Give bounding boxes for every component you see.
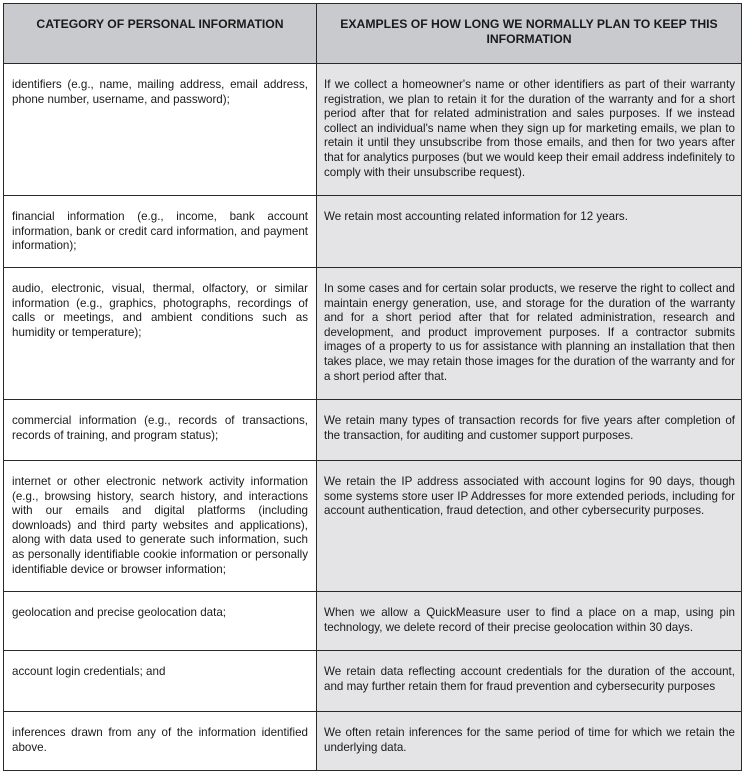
category-text: financial information (e.g., income, bank account information, bank or credit card information, and payment information); — [12, 210, 308, 253]
category-cell — [4, 712, 317, 771]
retention-cell — [317, 64, 742, 196]
retention-text: We retain most accounting related information for 12 years. — [324, 210, 628, 223]
category-text: commercial information (e.g., records of transactions, records of training, and program status); — [12, 414, 308, 442]
table-row — [4, 64, 742, 196]
header-category — [4, 4, 317, 64]
retention-text: We retain data reflecting account credentials for the duration of the account, and may further retain them for fraud prevention and cybersecurity purposes — [324, 665, 735, 693]
category-cell — [4, 592, 317, 651]
category-cell — [4, 196, 317, 268]
retention-cell — [317, 196, 742, 268]
retention-cell — [317, 461, 742, 592]
category-text: identifiers (e.g., name, mailing address, email address, phone number, username, and password); — [12, 78, 308, 106]
category-text: audio, electronic, visual, thermal, olfactory, or similar information (e.g., graphics, photographs, recordings of calls or meetings, and ambient conditions such as humidity or temperature); — [12, 282, 308, 339]
retention-text: We retain the IP address associated with account logins for 90 days, though some systems store user IP Addresses for more extended periods, including for account authentication, fraud detection, and other cybersecurity purposes. — [324, 475, 735, 518]
category-cell — [4, 651, 317, 712]
category-text: geolocation and precise geolocation data; — [12, 606, 226, 619]
retention-cell — [317, 712, 742, 771]
retention-cell — [317, 592, 742, 651]
table-row — [4, 461, 742, 592]
retention-text: We often retain inferences for the same period of time for which we retain the underlying data. — [324, 726, 735, 754]
table-row — [4, 592, 742, 651]
category-text: internet or other electronic network activity information (e.g., browsing history, search history, and interactions with our emails and digital platforms (including downloads) and third party websites and applications), along with data used to generate such information, such as personally identifiable cookie information or personally identifiable device or browser information; — [12, 475, 308, 576]
retention-table — [3, 3, 742, 771]
table-row — [4, 400, 742, 461]
header-category-label: CATEGORY OF PERSONAL INFORMATION — [36, 17, 284, 31]
header-retention-label: EXAMPLES OF HOW LONG WE NORMALLY PLAN TO KEEP THIS INFORMATION — [340, 17, 718, 46]
table-row — [4, 196, 742, 268]
retention-text: We retain many types of transaction records for five years after completion of the transaction, for auditing and customer support purposes. — [324, 414, 735, 442]
retention-text: In some cases and for certain solar products, we reserve the right to collect and maintain energy generation, use, and storage for the duration of the warranty and for a short period after that for related administration, research and development, and product improvement purposes. If a contractor submits images of a property to us for assistance with planning an installation that then takes place, we may retain those images for the duration of the warranty and for a short period after that. — [324, 282, 735, 383]
category-cell — [4, 400, 317, 461]
retention-cell — [317, 268, 742, 400]
retention-text: When we allow a QuickMeasure user to find a place on a map, using pin technology, we delete record of their precise geolocation within 30 days. — [324, 606, 735, 634]
category-cell — [4, 64, 317, 196]
retention-cell — [317, 651, 742, 712]
table-row — [4, 651, 742, 712]
retention-text: If we collect a homeowner's name or other identifiers as part of their warranty registration, we plan to retain it for the duration of the warranty and for a short period after that for related administration and sales purposes. If we instead collect an individual's name when they sign up for marketing emails, we plan to retain it until they unsubscribe from those emails, and then for two years after that for analytics purposes (but we would keep their email address indefinitely to comply with their unsubscribe request). — [324, 78, 735, 179]
table-row — [4, 712, 742, 771]
category-cell — [4, 461, 317, 592]
category-cell — [4, 268, 317, 400]
category-text: inferences drawn from any of the information identified above. — [12, 726, 308, 754]
category-text: account login credentials; and — [12, 665, 166, 678]
table-row — [4, 268, 742, 400]
header-retention — [317, 4, 742, 64]
table-header-row — [4, 4, 742, 64]
retention-cell — [317, 400, 742, 461]
